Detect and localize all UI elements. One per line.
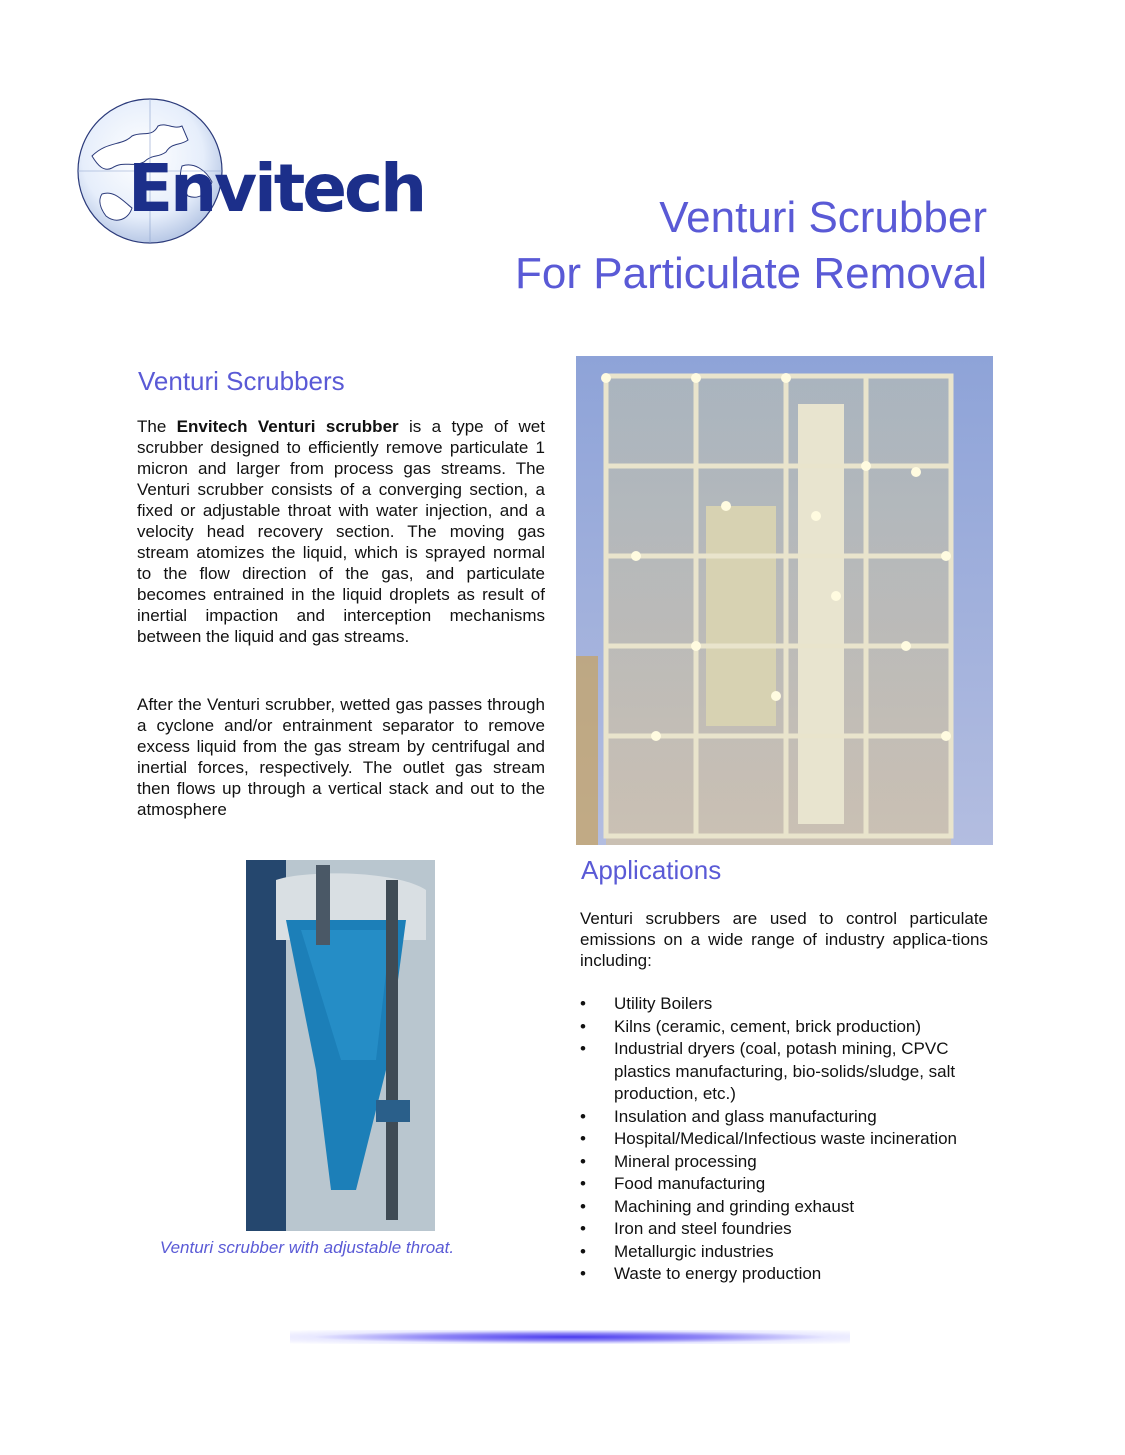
list-item: • Waste to energy production — [580, 1263, 990, 1286]
scrubber-photo — [246, 860, 435, 1231]
intro-prefix: The — [137, 417, 177, 436]
intro-rest: is a type of wet scrubber designed to efficiently remove particulate 1 micron and larger from process gas streams. The Venturi scrubber consists of a converging section, a fixed or adjustable throat with water injection, and a velocity head recovery section. The moving gas stream atomizes the liquid, which is sprayed normal to the flow direction of the gas, and particulate becomes entrained in the liquid droplets as result of inertial impaction and interception mechanisms between the liquid and gas streams. — [137, 417, 545, 646]
list-item: • Industrial dryers (coal, potash mining, CPVC plastics manufacturing, bio-solids/sludge, salt production, etc.) — [580, 1038, 990, 1106]
envitech-logo — [62, 96, 425, 246]
list-item: • Utility Boilers — [580, 993, 990, 1016]
applications-intro: Venturi scrubbers are used to control particulate emissions on a wide range of industry applica-tions including: — [580, 909, 988, 970]
list-item: • Machining and grinding exhaust — [580, 1196, 990, 1219]
title-line-2: For Particulate Removal — [515, 249, 987, 298]
list-item: • Hospital/Medical/Infectious waste incineration — [580, 1128, 990, 1151]
section-heading-venturi-scrubbers: Venturi Scrubbers — [138, 366, 345, 396]
plant-photo — [576, 356, 993, 845]
footer-decorative-bar — [290, 1330, 850, 1344]
page-title — [515, 190, 987, 302]
title-line-1: Venturi Scrubber — [659, 193, 987, 242]
list-item: • Mineral processing — [580, 1151, 990, 1174]
intro-paragraph-2: After the Venturi scrubber, wetted gas passes through a cyclone and/or entrainment separator to remove excess liquid from the gas stream by centrifugal and inertial forces, respectively. The outlet gas stream then flows up through a vertical stack and out to the atmosphere — [137, 695, 545, 819]
applications-list — [580, 993, 990, 1286]
list-item: • Insulation and glass manufacturing — [580, 1106, 990, 1129]
scrubber-photo-caption: Venturi scrubber with adjustable throat. — [159, 1238, 455, 1257]
list-item: • Metallurgic industries — [580, 1241, 990, 1264]
list-item: • Food manufacturing — [580, 1173, 990, 1196]
intro-paragraph-1 — [137, 416, 545, 647]
list-item: • Iron and steel foundries — [580, 1218, 990, 1241]
intro-bold-product: Envitech Venturi scrubber — [176, 417, 399, 436]
brand-name: Envitech — [128, 150, 425, 227]
section-heading-applications: Applications — [581, 855, 722, 885]
list-item: • Kilns (ceramic, cement, brick production) — [580, 1016, 990, 1039]
